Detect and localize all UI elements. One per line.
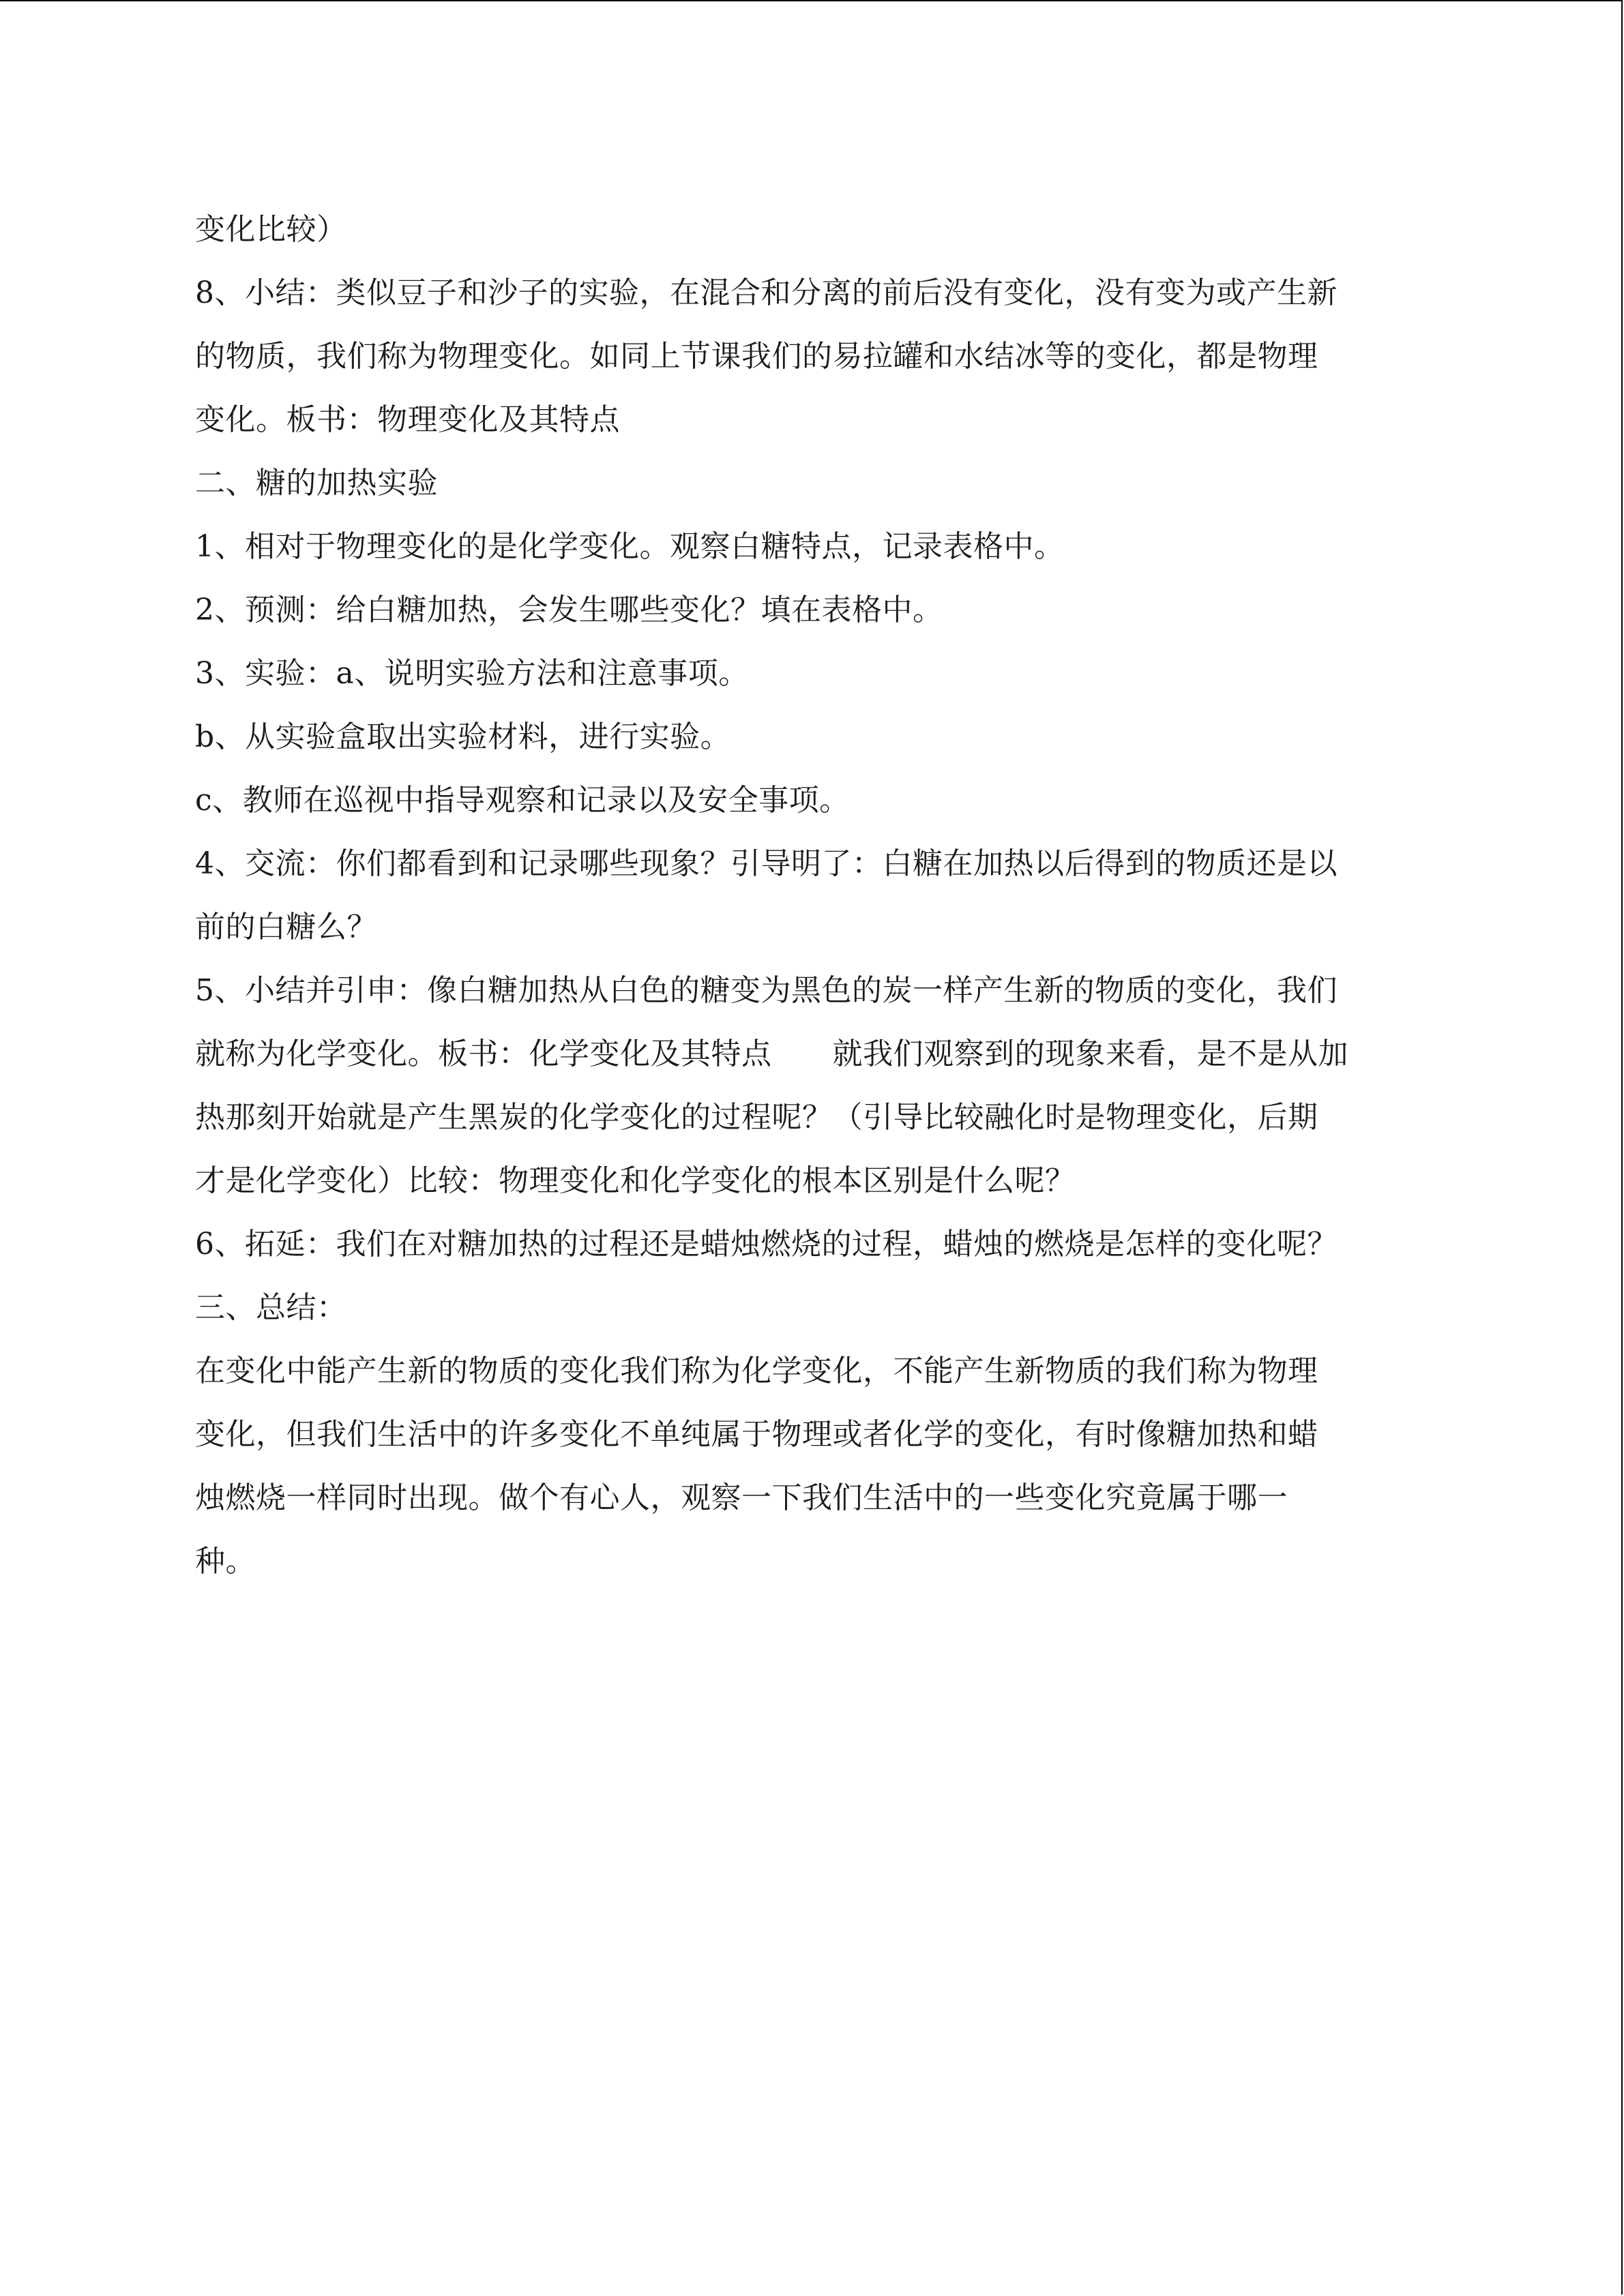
text-line: 变化。板书：物理变化及其特点 bbox=[195, 402, 620, 437]
text-line: 在变化中能产生新的物质的变化我们称为化学变化，不能产生新物质的我们称为物理 bbox=[195, 1354, 1318, 1388]
text-line: b、从实验盒取出实验材料，进行实验。 bbox=[195, 719, 731, 754]
text-line: 8、小结：类似豆子和沙子的实验，在混合和分离的前后没有变化，没有变为或产生新 bbox=[195, 275, 1338, 310]
text-line: 前的白糖么？ bbox=[195, 910, 377, 944]
text-line: 3、实验：a、说明实验方法和注意事项。 bbox=[195, 656, 749, 691]
text-line: c、教师在巡视中指导观察和记录以及安全事项。 bbox=[195, 783, 850, 818]
text-line: 4、交流：你们都看到和记录哪些现象？引导明了：白糖在加热以后得到的物质还是以 bbox=[195, 846, 1338, 881]
text-line: 烛燃烧一样同时出现。做个有心人，观察一下我们生活中的一些变化究竟属于哪一 bbox=[195, 1480, 1288, 1515]
text-line: 种。 bbox=[195, 1544, 256, 1579]
text-line: 5、小结并引申：像白糖加热从白色的糖变为黑色的炭一样产生新的物质的变化，我们 bbox=[195, 973, 1338, 1008]
text-line: 变化，但我们生活中的许多变化不单纯属于物理或者化学的变化，有时像糖加热和蜡 bbox=[195, 1417, 1318, 1452]
section-heading: 二、糖的加热实验 bbox=[195, 466, 438, 501]
text-line: 的物质，我们称为物理变化。如同上节课我们的易拉罐和水结冰等的变化，都是物理 bbox=[195, 339, 1318, 374]
text-line: 2、预测：给白糖加热，会发生哪些变化？填在表格中。 bbox=[195, 593, 943, 627]
text-line: 就称为化学变化。板书：化学变化及其特点 就我们观察到的现象来看，是不是从加 bbox=[195, 1037, 1348, 1071]
section-heading: 三、总结： bbox=[195, 1290, 347, 1325]
text-line: 变化比较） bbox=[195, 212, 347, 247]
text-line: 才是化学变化）比较：物理变化和化学变化的根本区别是什么呢？ bbox=[195, 1163, 1076, 1198]
text-line: 1、相对于物理变化的是化学变化。观察白糖特点，记录表格中。 bbox=[195, 529, 1065, 564]
document-body bbox=[195, 198, 1436, 1593]
text-line: 热那刻开始就是产生黑炭的化学变化的过程呢？（引导比较融化时是物理变化，后期 bbox=[195, 1100, 1318, 1135]
text-line: 6、拓延：我们在对糖加热的过程还是蜡烛燃烧的过程，蜡烛的燃烧是怎样的变化呢？ bbox=[195, 1227, 1338, 1262]
